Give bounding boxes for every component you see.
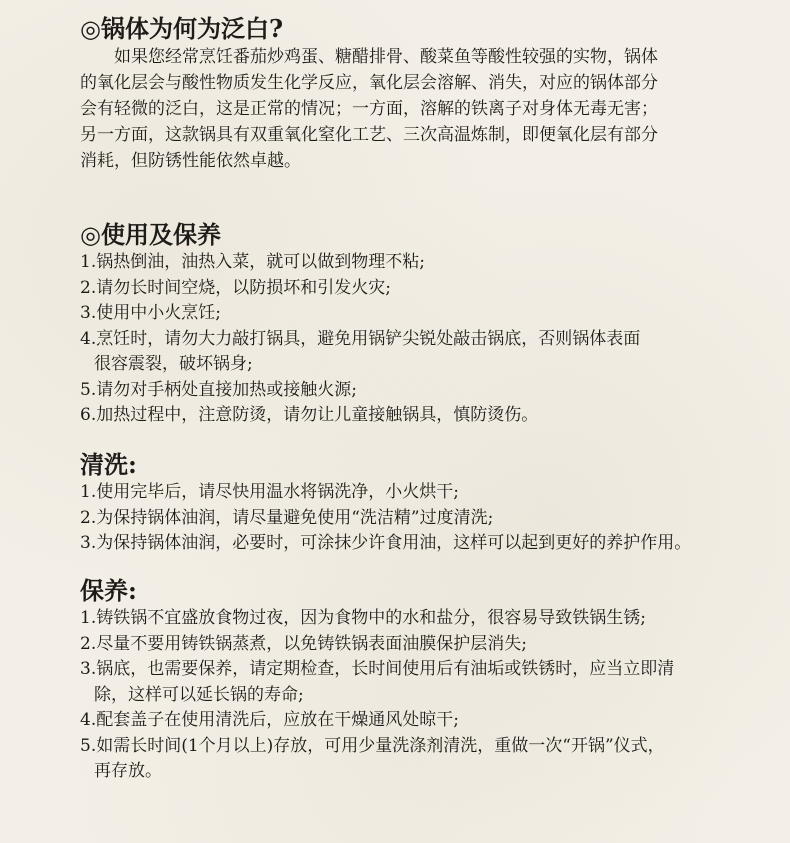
list-item-text: 4.配套盖子在使用清洗后，应放在干燥通风处晾干; [80,710,459,730]
list-item-text: 3.为保持锅体油润，必要时，可涂抹少许食用油，这样可以起到更好的养护作用。 [80,533,692,553]
list-item-text: 1.铸铁锅不宜盛放食物过夜，因为食物中的水和盐分，很容易导致铁锅生锈; [80,608,646,628]
whitening-line: 的氧化层会与酸性物质发生化学反应，氧化层会溶解、消失，对应的锅体部分 [80,73,658,93]
maintenance-heading: 保养: [80,576,137,605]
list-item-text: 2.请勿长时间空烧，以防损坏和引发火灾; [80,277,391,298]
list-item-text: 2.尽量不要用铸铁锅蒸煮，以免铸铁锅表面油膜保护层消失; [80,633,527,654]
list-item [80,506,770,532]
maintenance-list [80,606,770,785]
list-item [80,301,770,327]
list-item-text-continued: 除，这样可以延长锅的寿命; [94,684,304,705]
list-item-text: 3.锅底，也需要保养，请定期检查，长时间使用后有油垢或铁锈时，应当立即清 [80,659,675,679]
list-item [80,403,770,429]
usage-list [80,250,770,429]
list-item-text: 1.使用完毕后，请尽快用温水将锅洗净，小火烘干; [80,482,459,502]
list-item [80,632,770,658]
list-item [80,250,770,276]
list-item-text: 4.烹饪时，请勿大力敲打锅具，避免用锅铲尖锐处敲击锅底，否则锅体表面 [80,328,641,349]
list-item-text: 2.为保持锅体油润，请尽量避免使用“洗洁精”过度清洗; [80,507,494,528]
list-item-text: 5.如需长时间(1个月以上)存放，可用少量洗涤剂清洗，重做一次“开锅”仪式， [80,735,665,756]
list-item [80,657,770,708]
list-item-text: 1.锅热倒油，油热入菜，就可以做到物理不粘; [80,252,425,272]
whitening-line: 会有轻微的泛白，这是正常的情况；一方面，溶解的铁离子对身体无毒无害； [80,99,658,119]
usage-heading: ◎使用及保养 [80,220,221,249]
list-item-text: 5.请勿对手柄处直接加热或接触火源; [80,379,357,400]
whitening-line: 如果您经常烹饪番茄炒鸡蛋、糖醋排骨、酸菜鱼等酸性较强的实物，锅体 [114,47,658,67]
list-item [80,531,770,557]
list-item-text-continued: 很容震裂，破坏锅身; [94,354,253,374]
list-item [80,734,770,785]
list-item-text: 6.加热过程中，注意防烫，请勿让儿童接触锅具，慎防烫伤。 [80,405,539,425]
list-item [80,378,770,404]
list-item [80,708,770,734]
list-item [80,480,770,506]
whitening-heading: ◎锅体为何为泛白? [80,14,284,43]
whitening-line: 消耗，但防锈性能依然卓越。 [80,151,301,171]
list-item [80,276,770,302]
list-item-text-continued: 再存放。 [94,761,162,781]
cleaning-list [80,480,770,557]
list-item-text: 3.使用中小火烹饪; [80,303,221,323]
whitening-line: 另一方面，这款锅具有双重氧化窒化工艺、三次高温炼制，即便氧化层有部分 [80,125,658,145]
list-item [80,327,770,378]
list-item [80,606,770,632]
cleaning-heading: 清洗: [80,450,137,479]
whitening-paragraph [80,44,760,174]
